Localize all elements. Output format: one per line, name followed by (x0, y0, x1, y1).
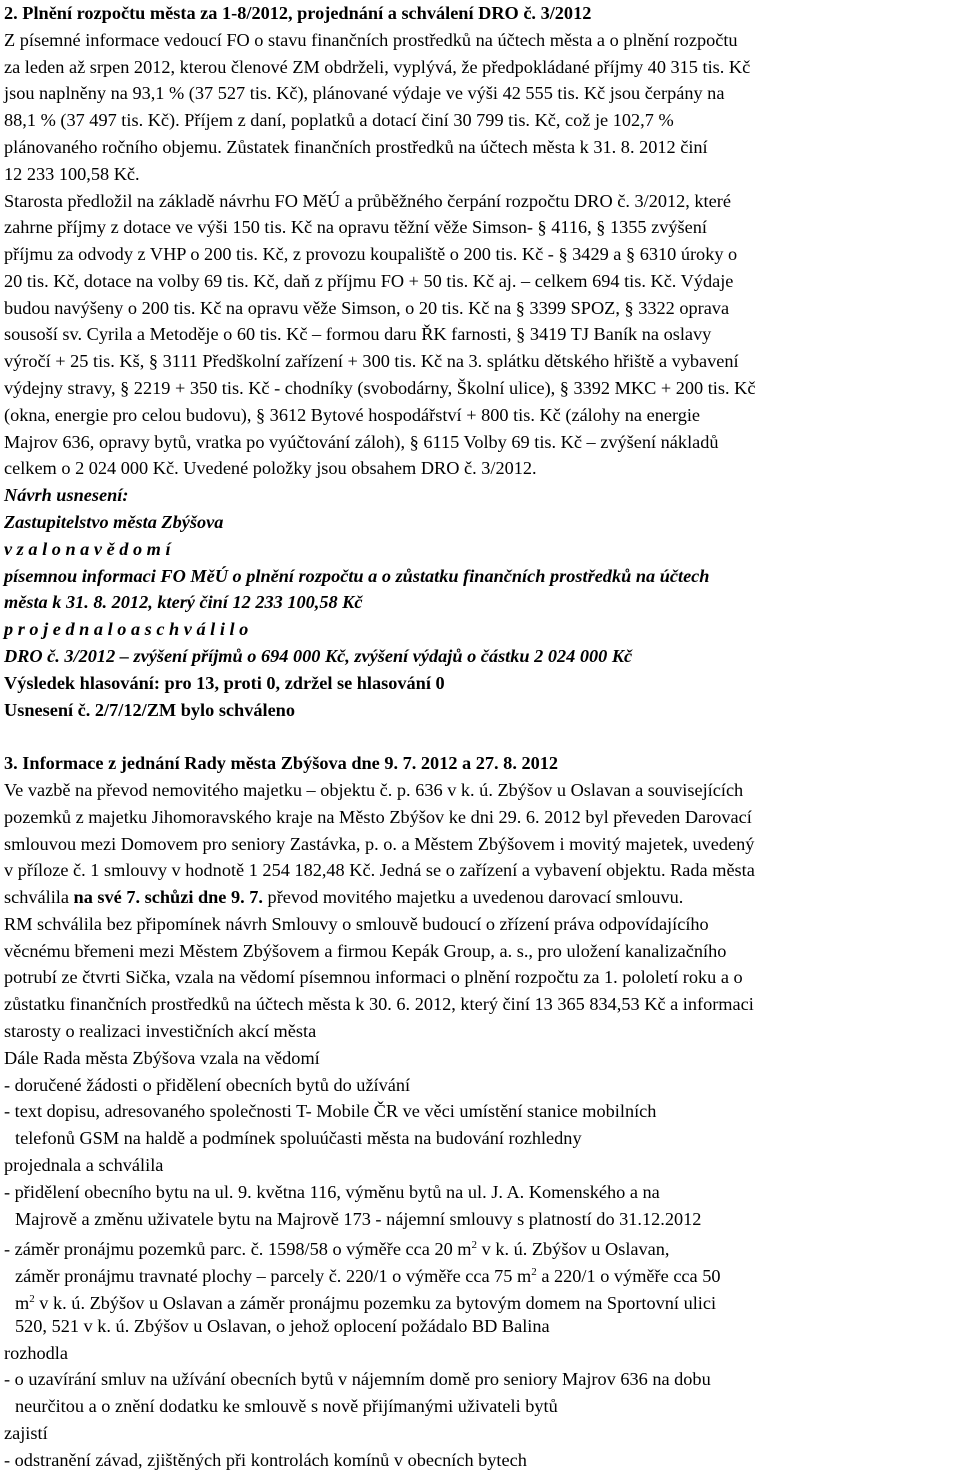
s3-p1-last-line (4, 884, 959, 910)
section-3-heading: 3. Informace z jednání Rady města Zbýšova dne 9. 7. 2012 a 27. 8. 2012 (4, 753, 559, 773)
s3-p1-line: smlouvou mezi Domovem pro seniory Zastávka, p. o. a Městem Zbýšovem i movitý majetek, uvedený (4, 834, 755, 854)
vote-result: Výsledek hlasování: pro 13, proti 0, zdržel se hlasování 0 (4, 673, 445, 693)
motion-label: Návrh usnesení: (4, 485, 129, 505)
s2-body-line: 12 233 100,58 Kč. (4, 164, 140, 184)
decided-section-label: rozhodla (4, 1343, 68, 1363)
list-item: - přidělení obecního bytu na ul. 9. května 116, výměnu bytů na ul. J. A. Komenského a na (4, 1182, 660, 1202)
s3-p2-line: RM schválila bez připomínek návrh Smlouvy o smlouvě budoucí o zřízení práva odpovídajícího (4, 914, 709, 934)
superscript: 2 (471, 1239, 478, 1251)
resolution-info-line: města k 31. 8. 2012, který činí 12 233 100,58 Kč (4, 592, 363, 612)
meeting-date-bold: na své 7. schůzi dne 9. 7. (73, 887, 263, 907)
section-2-heading: 2. Plnění rozpočtu města za 1-8/2012, projednání a schválení DRO č. 3/2012 (4, 3, 592, 23)
list-item: - odstranění závad, zjištěných při kontrolách komínů v obecních bytech (4, 1450, 527, 1470)
s3-p1-text: převod movitého majetku a uvedenou darovací smlouvu. (262, 887, 684, 907)
list-item: - text dopisu, adresovaného společnosti T- Mobile ČR ve věci umístění stanice mobilních (4, 1101, 657, 1121)
list-item-text: a 220/1 o výměře cca 50 (536, 1266, 721, 1287)
list-item-text: v k. ú. Zbýšov u Oslavan, (477, 1239, 670, 1260)
s2-body-line: výdejny stravy, § 2219 + 350 tis. Kč - chodníky (svobodárny, Školní ulice), § 3392 MKC + 200 tis. Kč (4, 378, 756, 398)
s2-body-line: příjmu za odvody z VHP o 200 tis. Kč, z provozu koupaliště o 200 tis. Kč - § 3429 a § 6310 úroky o (4, 244, 738, 264)
council-name: Zastupitelstvo města Zbýšova (4, 512, 224, 532)
list-item-continuation: 520, 521 v k. ú. Zbýšov u Oslavan, o jehož oplocení požádalo BD Balina (15, 1316, 550, 1336)
list-item-continuation: Majrově a změnu uživatele bytu na Majrově 173 - nájemní smlouvy s platností do 31.12.2012 (15, 1209, 702, 1229)
list-item-continuation (15, 1286, 960, 1316)
s2-body-line: zahrne příjmy z dotace ve výši 150 tis. Kč na opravu těžní věže Simson- § 4116, § 1355 zvýšení (4, 217, 707, 237)
list-item-text: v k. ú. Zbýšov u Oslavan a záměr pronájmu pozemku za bytovým domem na Sportovní ulici (34, 1293, 717, 1314)
list-item-text: záměr pronájmu travnaté plochy – parcely č. 220/1 o výměře cca 75 m (15, 1266, 532, 1287)
approved-section-label: projednala a schválila (4, 1155, 164, 1175)
resolution-info-line: písemnou informaci FO MěÚ o plnění rozpočtu a o zůstatku finančních prostředků na účtech (4, 566, 710, 586)
resolution-status: Usnesení č. 2/7/12/ZM bylo schváleno (4, 700, 295, 720)
takes-note-label: v z a l o n a v ě d o m í (4, 539, 171, 559)
list-item-continuation (15, 1259, 960, 1289)
s2-body-line: za leden až srpen 2012, kterou členové ZM obdrželi, vyplývá, že předpokládané příjmy 40 315 tis. Kč (4, 57, 751, 77)
list-item-text: - záměr pronájmu pozemků parc. č. 1598/58 o výměře cca 20 m (4, 1239, 472, 1260)
s3-p2-line: Dále Rada města Zbýšova vzala na vědomí (4, 1048, 320, 1068)
dro-line: DRO č. 3/2012 – zvýšení příjmů o 694 000 Kč, zvýšení výdajů o částku 2 024 000 Kč (4, 646, 633, 666)
list-item: - o uzavírání smluv na užívání obecních bytů v nájemním domě pro seniory Majrov 636 na dobu (4, 1369, 711, 1389)
s3-p1-line: Ve vazbě na převod nemovitého majetku – objektu č. p. 636 v k. ú. Zbýšov u Oslavan a souvisejících (4, 780, 744, 800)
s2-body-line: (okna, energie pro celou budovu), § 3612 Bytové hospodářství + 800 tis. Kč (zálohy na energie (4, 405, 701, 425)
s3-p1-line: v příloze č. 1 smlouvy v hodnotě 1 254 182,48 Kč. Jedná se o zařízení a vybavení objektu. Rada města (4, 860, 755, 880)
s2-body-line: sousoší sv. Cyrila a Metoděje o 60 tis. Kč – formou daru ŘK farnosti, § 3419 TJ Baník na oslavy (4, 324, 712, 344)
s2-body-line: Majrov 636, opravy bytů, vratka po vyúčtování záloh), § 6115 Volby 69 tis. Kč – zvýšení nákladů (4, 432, 719, 452)
approved-label: p r o j e d n a l o a s c h v á l i l o (4, 619, 249, 639)
s2-body-line: Z písemné informace vedoucí FO o stavu finančních prostředků na účtech města a o plnění rozpočtu (4, 30, 738, 50)
s3-p2-line: věcnému břemeni mezi Městem Zbýšovem a firmou Kepák Group, a. s., pro uložení kanalizačního (4, 941, 727, 961)
s2-body-line: plánovaného ročního objemu. Zůstatek finančních prostředků na účtech města k 31. 8. 2012 činí (4, 137, 708, 157)
s2-body-line: budou navýšeny o 200 tis. Kč na opravu věže Simson, o 20 tis. Kč na § 3399 SPOZ, § 3322 oprava (4, 298, 730, 318)
s3-p1-text: schválila (4, 887, 74, 907)
s3-p2-line: zůstatku finančních prostředků na účtech města k 30. 6. 2012, který činí 13 365 834,53 Kč a informaci (4, 994, 754, 1014)
superscript: 2 (531, 1266, 537, 1278)
s2-body-line: jsou naplněny na 93,1 % (37 527 tis. Kč), plánované výdaje ve výši 42 555 tis. Kč jsou čerpány na (4, 83, 725, 103)
superscript: 2 (29, 1293, 35, 1305)
s2-body-line: výročí + 25 tis. Kš, § 3111 Předškolní zařízení + 300 tis. Kč na 3. splátku dětského hřiště a vybavení (4, 351, 739, 371)
s2-body-line: celkem o 2 024 000 Kč. Uvedené položky jsou obsahem DRO č. 3/2012. (4, 458, 537, 478)
s2-body-line: 88,1 % (37 497 tis. Kč). Příjem z daní, poplatků a dotací činí 30 799 tis. Kč, což je 102,7 % (4, 110, 674, 130)
s2-body-line: Starosta předložil na základě návrhu FO MěÚ a průběžného čerpání rozpočtu DRO č. 3/2012, které (4, 191, 731, 211)
list-item-continuation: telefonů GSM na haldě a podmínek spoluúčasti města na budování rozhledny (15, 1128, 582, 1148)
ensures-section-label: zajistí (4, 1423, 48, 1443)
s3-p2-line: starosty o realizaci investičních akcí města (4, 1021, 317, 1041)
list-item (4, 1232, 959, 1262)
s3-p1-line: pozemků z majetku Jihomoravského kraje na Město Zbýšov ke dni 29. 6. 2012 byl převeden Darovací (4, 807, 752, 827)
list-item-text: m (15, 1293, 30, 1314)
list-item-continuation: neurčitou a o znění dodatku ke smlouvě s nově přijímanými uživateli bytů (15, 1396, 558, 1416)
s2-body-line: 20 tis. Kč, dotace na volby 69 tis. Kč, daň z příjmu FO + 50 tis. Kč aj. – celkem 694 tis. Kč. Výdaje (4, 271, 734, 291)
list-item: - doručené žádosti o přidělení obecních bytů do užívání (4, 1075, 411, 1095)
s3-p2-line: potrubí ze čtvrti Sička, vzala na vědomí písemnou informaci o plnění rozpočtu za 1. pololetí roku a o (4, 967, 743, 987)
